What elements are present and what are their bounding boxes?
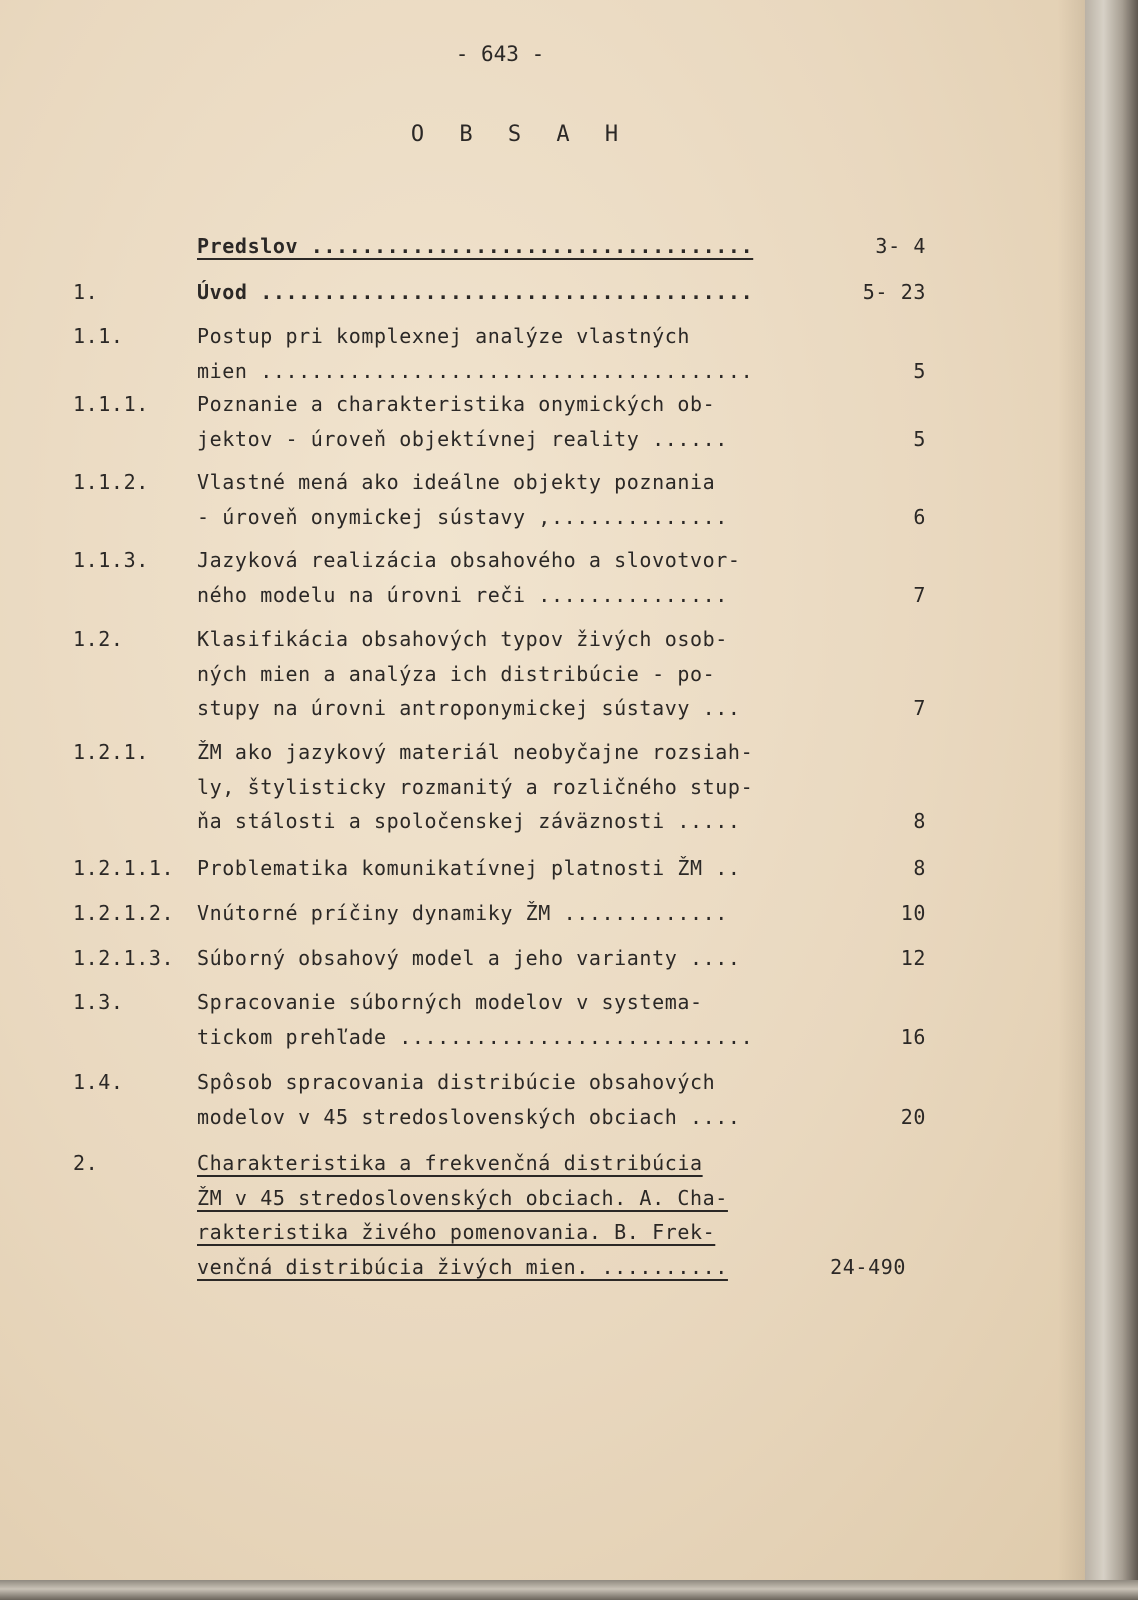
toc-pages: 20 bbox=[900, 1104, 926, 1129]
toc-number: 2. bbox=[73, 1151, 99, 1175]
toc-entry-text bbox=[197, 275, 797, 310]
toc-line bbox=[197, 229, 797, 264]
toc-line: Spôsob spracovania distribúcie obsahových bbox=[197, 1070, 716, 1094]
toc-line: ného modelu na úrovni reči ............... bbox=[197, 582, 728, 607]
toc-line: Klasifikácia obsahových typov živých osob- bbox=[197, 627, 728, 651]
toc-heading-2-line-1: Charakteristika a frekvenčná distribúcia bbox=[197, 1151, 703, 1175]
toc-line: Spracovanie súborných modelov v systema- bbox=[197, 990, 703, 1014]
toc-entry-text bbox=[197, 735, 797, 839]
toc-line: Problematika komunikatívnej platnosti ŽM .. bbox=[197, 856, 741, 880]
toc-entry-text bbox=[197, 1065, 797, 1134]
toc-line: jektov - úroveň objektívnej reality ...... bbox=[197, 426, 728, 451]
toc-entry-text bbox=[197, 622, 797, 726]
toc-pages: 3- 4 bbox=[875, 234, 926, 258]
toc-line: Úvod ....................................... bbox=[197, 280, 754, 304]
toc-line: ly, štylisticky rozmanitý a rozličného stup- bbox=[197, 774, 754, 799]
page-number: - 643 - bbox=[455, 42, 545, 66]
toc-line bbox=[197, 1146, 797, 1181]
toc-pages: 8 bbox=[913, 856, 926, 880]
toc-entry-text bbox=[197, 543, 797, 612]
page-shadow bbox=[1058, 0, 1088, 1585]
toc-entry-text bbox=[197, 896, 797, 931]
toc-number: 1.2.1.3. bbox=[73, 946, 175, 970]
page-bottom-edge bbox=[0, 1580, 1138, 1600]
toc-number: 1.3. bbox=[73, 990, 124, 1014]
toc-entry-text bbox=[197, 387, 797, 456]
toc-number: 1. bbox=[73, 280, 99, 304]
toc-number: 1.2.1. bbox=[73, 740, 149, 764]
toc-line bbox=[197, 1215, 797, 1250]
page-title: O B S A H bbox=[410, 122, 630, 147]
toc-pages: 5- 23 bbox=[862, 280, 926, 304]
toc-line bbox=[197, 1181, 797, 1216]
toc-line: Postup pri komplexnej analýze vlastných bbox=[197, 324, 690, 348]
toc-pages: 7 bbox=[913, 696, 926, 720]
toc-heading-2-line-3: rakteristika živého pomenovania. B. Frek- bbox=[197, 1220, 716, 1244]
toc-line: Súborný obsahový model a jeho varianty .... bbox=[197, 946, 741, 970]
toc-pages: 7 bbox=[913, 582, 926, 607]
toc-line: Jazyková realizácia obsahového a slovotvor- bbox=[197, 548, 741, 572]
toc-line: Vnútorné príčiny dynamiky ŽM ............. bbox=[197, 901, 728, 925]
toc-entry-text bbox=[197, 941, 797, 976]
toc-entry-text bbox=[197, 229, 797, 264]
toc-line: Poznanie a charakteristika onymických ob- bbox=[197, 392, 716, 416]
toc-number: 1.4. bbox=[73, 1070, 124, 1094]
toc-pages: 10 bbox=[900, 901, 926, 925]
toc-line: ňa stálosti a spoločenskej záväznosti ..... bbox=[197, 809, 741, 833]
toc-line bbox=[197, 1250, 797, 1285]
toc-line: - úroveň onymickej sústavy ,.............. bbox=[197, 504, 728, 529]
toc-entry-text bbox=[197, 319, 797, 388]
toc-entry-text bbox=[197, 985, 797, 1054]
toc-pages: 8 bbox=[913, 809, 926, 833]
toc-number: 1.2.1.2. bbox=[73, 901, 175, 925]
toc-line: Vlastné mená ako ideálne objekty poznania bbox=[197, 470, 716, 494]
toc-pages: 24-490 bbox=[830, 1254, 906, 1279]
toc-number: 1.1.1. bbox=[73, 392, 149, 416]
toc-heading-predslov: Predslov ................................... bbox=[197, 234, 754, 258]
toc-line: tickom prehľade ............................ bbox=[197, 1024, 754, 1049]
toc-entry-text bbox=[197, 465, 797, 534]
toc-pages: 12 bbox=[900, 946, 926, 970]
toc-pages: 16 bbox=[900, 1024, 926, 1049]
toc-pages: 5 bbox=[913, 426, 926, 451]
book-binding bbox=[1085, 0, 1138, 1600]
toc-pages: 5 bbox=[913, 358, 926, 383]
toc-number: 1.1.3. bbox=[73, 548, 149, 572]
toc-entry-text bbox=[197, 851, 797, 886]
toc-entry-text bbox=[197, 1146, 797, 1284]
toc-heading-2-line-2: ŽM v 45 stredoslovenských obciach. A. Cha- bbox=[197, 1185, 728, 1210]
toc-heading-2-line-4: venčná distribúcia živých mien. .......... bbox=[197, 1254, 728, 1279]
toc-line: mien ....................................... bbox=[197, 358, 754, 383]
toc-number: 1.1. bbox=[73, 324, 124, 348]
toc-line: ŽM ako jazykový materiál neobyčajne rozsiah- bbox=[197, 740, 754, 764]
toc-pages: 6 bbox=[913, 504, 926, 529]
toc-number: 1.2.1.1. bbox=[73, 856, 175, 880]
toc-line: ných mien a analýza ich distribúcie - po- bbox=[197, 661, 716, 686]
toc-line: stupy na úrovni antroponymickej sústavy ... bbox=[197, 696, 741, 720]
toc-line: modelov v 45 stredoslovenských obciach .... bbox=[197, 1104, 741, 1129]
toc-number: 1.2. bbox=[73, 627, 124, 651]
toc-number: 1.1.2. bbox=[73, 470, 149, 494]
